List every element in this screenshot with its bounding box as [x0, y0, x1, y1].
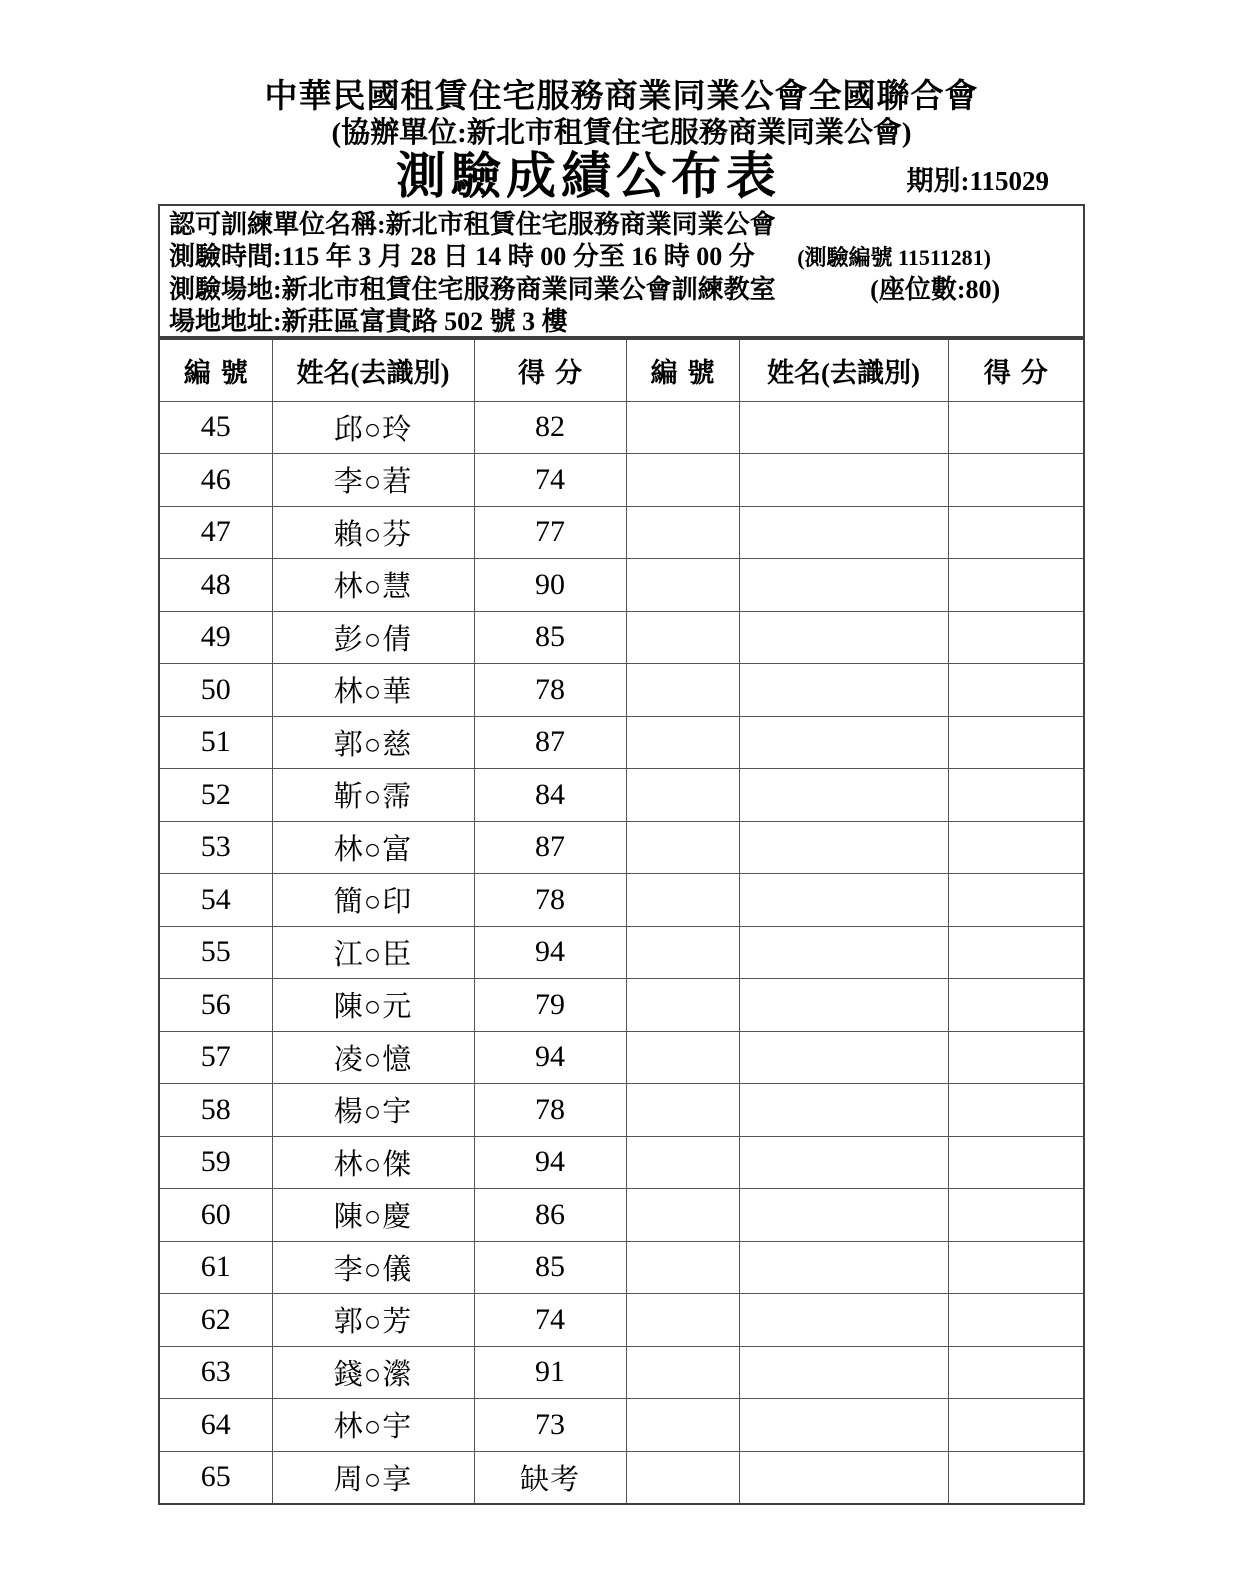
score-cell: 77: [474, 506, 626, 559]
name-cell: 邱○玲: [272, 401, 474, 454]
serial-cell: 60: [159, 1189, 272, 1242]
header-score-left: 得分: [474, 339, 626, 401]
table-row: [159, 716, 1084, 769]
table-row: [159, 1031, 1084, 1084]
score-cell: 86: [474, 1189, 626, 1242]
training-unit-text: 認可訓練單位名稱:新北市租賃住宅服務商業同業公會: [169, 210, 776, 239]
empty-score-cell: [948, 821, 1084, 874]
table-row: [159, 979, 1084, 1032]
empty-serial-cell: [626, 506, 739, 559]
table-row: [159, 401, 1084, 454]
score-cell: 90: [474, 559, 626, 612]
name-cell: 郭○芳: [272, 1294, 474, 1347]
empty-score-cell: [948, 401, 1084, 454]
empty-name-cell: [739, 1136, 948, 1189]
empty-score-cell: [948, 926, 1084, 979]
empty-name-cell: [739, 454, 948, 507]
empty-score-cell: [948, 769, 1084, 822]
header-serial-right: 編號: [626, 339, 739, 401]
table-row: [159, 611, 1084, 664]
name-cell: 林○富: [272, 821, 474, 874]
empty-score-cell: [948, 716, 1084, 769]
serial-cell: 56: [159, 979, 272, 1032]
empty-serial-cell: [626, 1294, 739, 1347]
empty-score-cell: [948, 1294, 1084, 1347]
table-row: [159, 559, 1084, 612]
empty-score-cell: [948, 664, 1084, 717]
empty-name-cell: [739, 769, 948, 822]
name-cell: 賴○芬: [272, 506, 474, 559]
serial-cell: 55: [159, 926, 272, 979]
period-number: 期別:115029: [906, 166, 1049, 196]
empty-name-cell: [739, 1084, 948, 1137]
table-row: [159, 769, 1084, 822]
header-serial-left: 編號: [159, 339, 272, 401]
empty-score-cell: [948, 1189, 1084, 1242]
score-cell: 82: [474, 401, 626, 454]
serial-cell: 51: [159, 716, 272, 769]
serial-cell: 47: [159, 506, 272, 559]
empty-score-cell: [948, 1399, 1084, 1452]
name-cell: 林○慧: [272, 559, 474, 612]
serial-cell: 65: [159, 1451, 272, 1504]
empty-score-cell: [948, 1346, 1084, 1399]
empty-serial-cell: [626, 664, 739, 717]
header-score-right: 得分: [948, 339, 1084, 401]
serial-cell: 57: [159, 1031, 272, 1084]
empty-serial-cell: [626, 821, 739, 874]
exam-info-box: [158, 204, 1085, 338]
empty-name-cell: [739, 979, 948, 1032]
empty-serial-cell: [626, 874, 739, 927]
empty-score-cell: [948, 454, 1084, 507]
score-cell: 78: [474, 874, 626, 927]
table-row: [159, 1346, 1084, 1399]
empty-name-cell: [739, 401, 948, 454]
page-title: 測驗成績公布表: [396, 148, 781, 204]
empty-serial-cell: [626, 1241, 739, 1294]
empty-serial-cell: [626, 559, 739, 612]
table-row: [159, 821, 1084, 874]
exam-code-note: (測驗編號 11511281): [797, 245, 991, 270]
header-name-left: 姓名(去識別): [272, 339, 474, 401]
name-cell: 凌○憶: [272, 1031, 474, 1084]
table-row: [159, 506, 1084, 559]
table-row: [159, 1294, 1084, 1347]
score-cell: 94: [474, 1136, 626, 1189]
empty-name-cell: [739, 874, 948, 927]
info-line-training-unit: [169, 209, 1074, 241]
table-row: [159, 1399, 1084, 1452]
serial-cell: 59: [159, 1136, 272, 1189]
empty-name-cell: [739, 1241, 948, 1294]
serial-cell: 50: [159, 664, 272, 717]
empty-name-cell: [739, 1294, 948, 1347]
score-cell: 87: [474, 821, 626, 874]
empty-serial-cell: [626, 401, 739, 454]
table-row: [159, 664, 1084, 717]
name-cell: 江○臣: [272, 926, 474, 979]
score-cell: 78: [474, 664, 626, 717]
empty-name-cell: [739, 1451, 948, 1504]
info-line-exam-time: [169, 241, 1074, 274]
table-row: [159, 1189, 1084, 1242]
serial-cell: 64: [159, 1399, 272, 1452]
empty-name-cell: [739, 559, 948, 612]
serial-cell: 48: [159, 559, 272, 612]
info-line-venue-address: [169, 306, 1074, 338]
empty-serial-cell: [626, 926, 739, 979]
empty-name-cell: [739, 1346, 948, 1399]
empty-score-cell: [948, 506, 1084, 559]
score-cell: 91: [474, 1346, 626, 1399]
empty-name-cell: [739, 926, 948, 979]
empty-serial-cell: [626, 1451, 739, 1504]
name-cell: 簡○印: [272, 874, 474, 927]
name-cell: 林○華: [272, 664, 474, 717]
score-cell: 84: [474, 769, 626, 822]
table-row: [159, 1451, 1084, 1504]
score-cell: 79: [474, 979, 626, 1032]
empty-name-cell: [739, 506, 948, 559]
name-cell: 林○傑: [272, 1136, 474, 1189]
empty-serial-cell: [626, 1346, 739, 1399]
empty-serial-cell: [626, 979, 739, 1032]
score-cell: 74: [474, 1294, 626, 1347]
empty-score-cell: [948, 979, 1084, 1032]
serial-cell: 49: [159, 611, 272, 664]
empty-serial-cell: [626, 769, 739, 822]
co-organizer-subtitle: (協辦單位:新北市租賃住宅服務商業同業公會): [331, 117, 912, 149]
name-cell: 郭○慈: [272, 716, 474, 769]
empty-score-cell: [948, 611, 1084, 664]
empty-score-cell: [948, 1451, 1084, 1504]
venue-address-text: 場地地址:新莊區富貴路 502 號 3 樓: [169, 307, 568, 336]
name-cell: 陳○慶: [272, 1189, 474, 1242]
table-row: [159, 1136, 1084, 1189]
serial-cell: 62: [159, 1294, 272, 1347]
empty-score-cell: [948, 559, 1084, 612]
table-row: [159, 1241, 1084, 1294]
empty-name-cell: [739, 821, 948, 874]
name-cell: 陳○元: [272, 979, 474, 1032]
empty-serial-cell: [626, 1189, 739, 1242]
empty-name-cell: [739, 611, 948, 664]
empty-name-cell: [739, 1399, 948, 1452]
score-table-body: [159, 401, 1084, 1504]
header-row: [159, 339, 1084, 401]
empty-serial-cell: [626, 1136, 739, 1189]
exam-venue-text: 測驗場地:新北市租賃住宅服務商業同業公會訓練教室: [169, 275, 776, 304]
info-line-exam-venue: [169, 274, 1074, 306]
name-cell: 楊○宇: [272, 1084, 474, 1137]
serial-cell: 53: [159, 821, 272, 874]
score-cell: 73: [474, 1399, 626, 1452]
score-cell: 缺考: [474, 1451, 626, 1504]
exam-time-text: 測驗時間:115 年 3 月 28 日 14 時 00 分至 16 時 00 分: [169, 242, 755, 271]
score-table: [158, 338, 1085, 1505]
organization-title: 中華民國租賃住宅服務商業同業公會全國聯合會: [264, 79, 979, 115]
score-cell: 87: [474, 716, 626, 769]
empty-score-cell: [948, 1136, 1084, 1189]
score-cell: 85: [474, 1241, 626, 1294]
empty-serial-cell: [626, 454, 739, 507]
serial-cell: 45: [159, 401, 272, 454]
empty-name-cell: [739, 716, 948, 769]
title-row: [158, 140, 1085, 202]
table-row: [159, 926, 1084, 979]
score-table-header: [159, 339, 1084, 401]
name-cell: 彭○倩: [272, 611, 474, 664]
name-cell: 李○儀: [272, 1241, 474, 1294]
serial-cell: 58: [159, 1084, 272, 1137]
empty-score-cell: [948, 874, 1084, 927]
table-row: [159, 454, 1084, 507]
serial-cell: 61: [159, 1241, 272, 1294]
serial-cell: 46: [159, 454, 272, 507]
name-cell: 周○享: [272, 1451, 474, 1504]
empty-serial-cell: [626, 611, 739, 664]
empty-score-cell: [948, 1084, 1084, 1137]
empty-name-cell: [739, 664, 948, 717]
serial-cell: 63: [159, 1346, 272, 1399]
seat-count-note: (座位數:80): [870, 275, 1001, 304]
name-cell: 錢○瀠: [272, 1346, 474, 1399]
empty-score-cell: [948, 1031, 1084, 1084]
empty-name-cell: [739, 1189, 948, 1242]
score-cell: 74: [474, 454, 626, 507]
serial-cell: 52: [159, 769, 272, 822]
score-cell: 94: [474, 1031, 626, 1084]
score-cell: 94: [474, 926, 626, 979]
table-row: [159, 1084, 1084, 1137]
empty-serial-cell: [626, 1084, 739, 1137]
name-cell: 林○宇: [272, 1399, 474, 1452]
serial-cell: 54: [159, 874, 272, 927]
empty-name-cell: [739, 1031, 948, 1084]
header-name-right: 姓名(去識別): [739, 339, 948, 401]
empty-serial-cell: [626, 1031, 739, 1084]
name-cell: 靳○霈: [272, 769, 474, 822]
score-cell: 78: [474, 1084, 626, 1137]
empty-serial-cell: [626, 716, 739, 769]
empty-score-cell: [948, 1241, 1084, 1294]
empty-serial-cell: [626, 1399, 739, 1452]
score-cell: 85: [474, 611, 626, 664]
name-cell: 李○莙: [272, 454, 474, 507]
table-row: [159, 874, 1084, 927]
